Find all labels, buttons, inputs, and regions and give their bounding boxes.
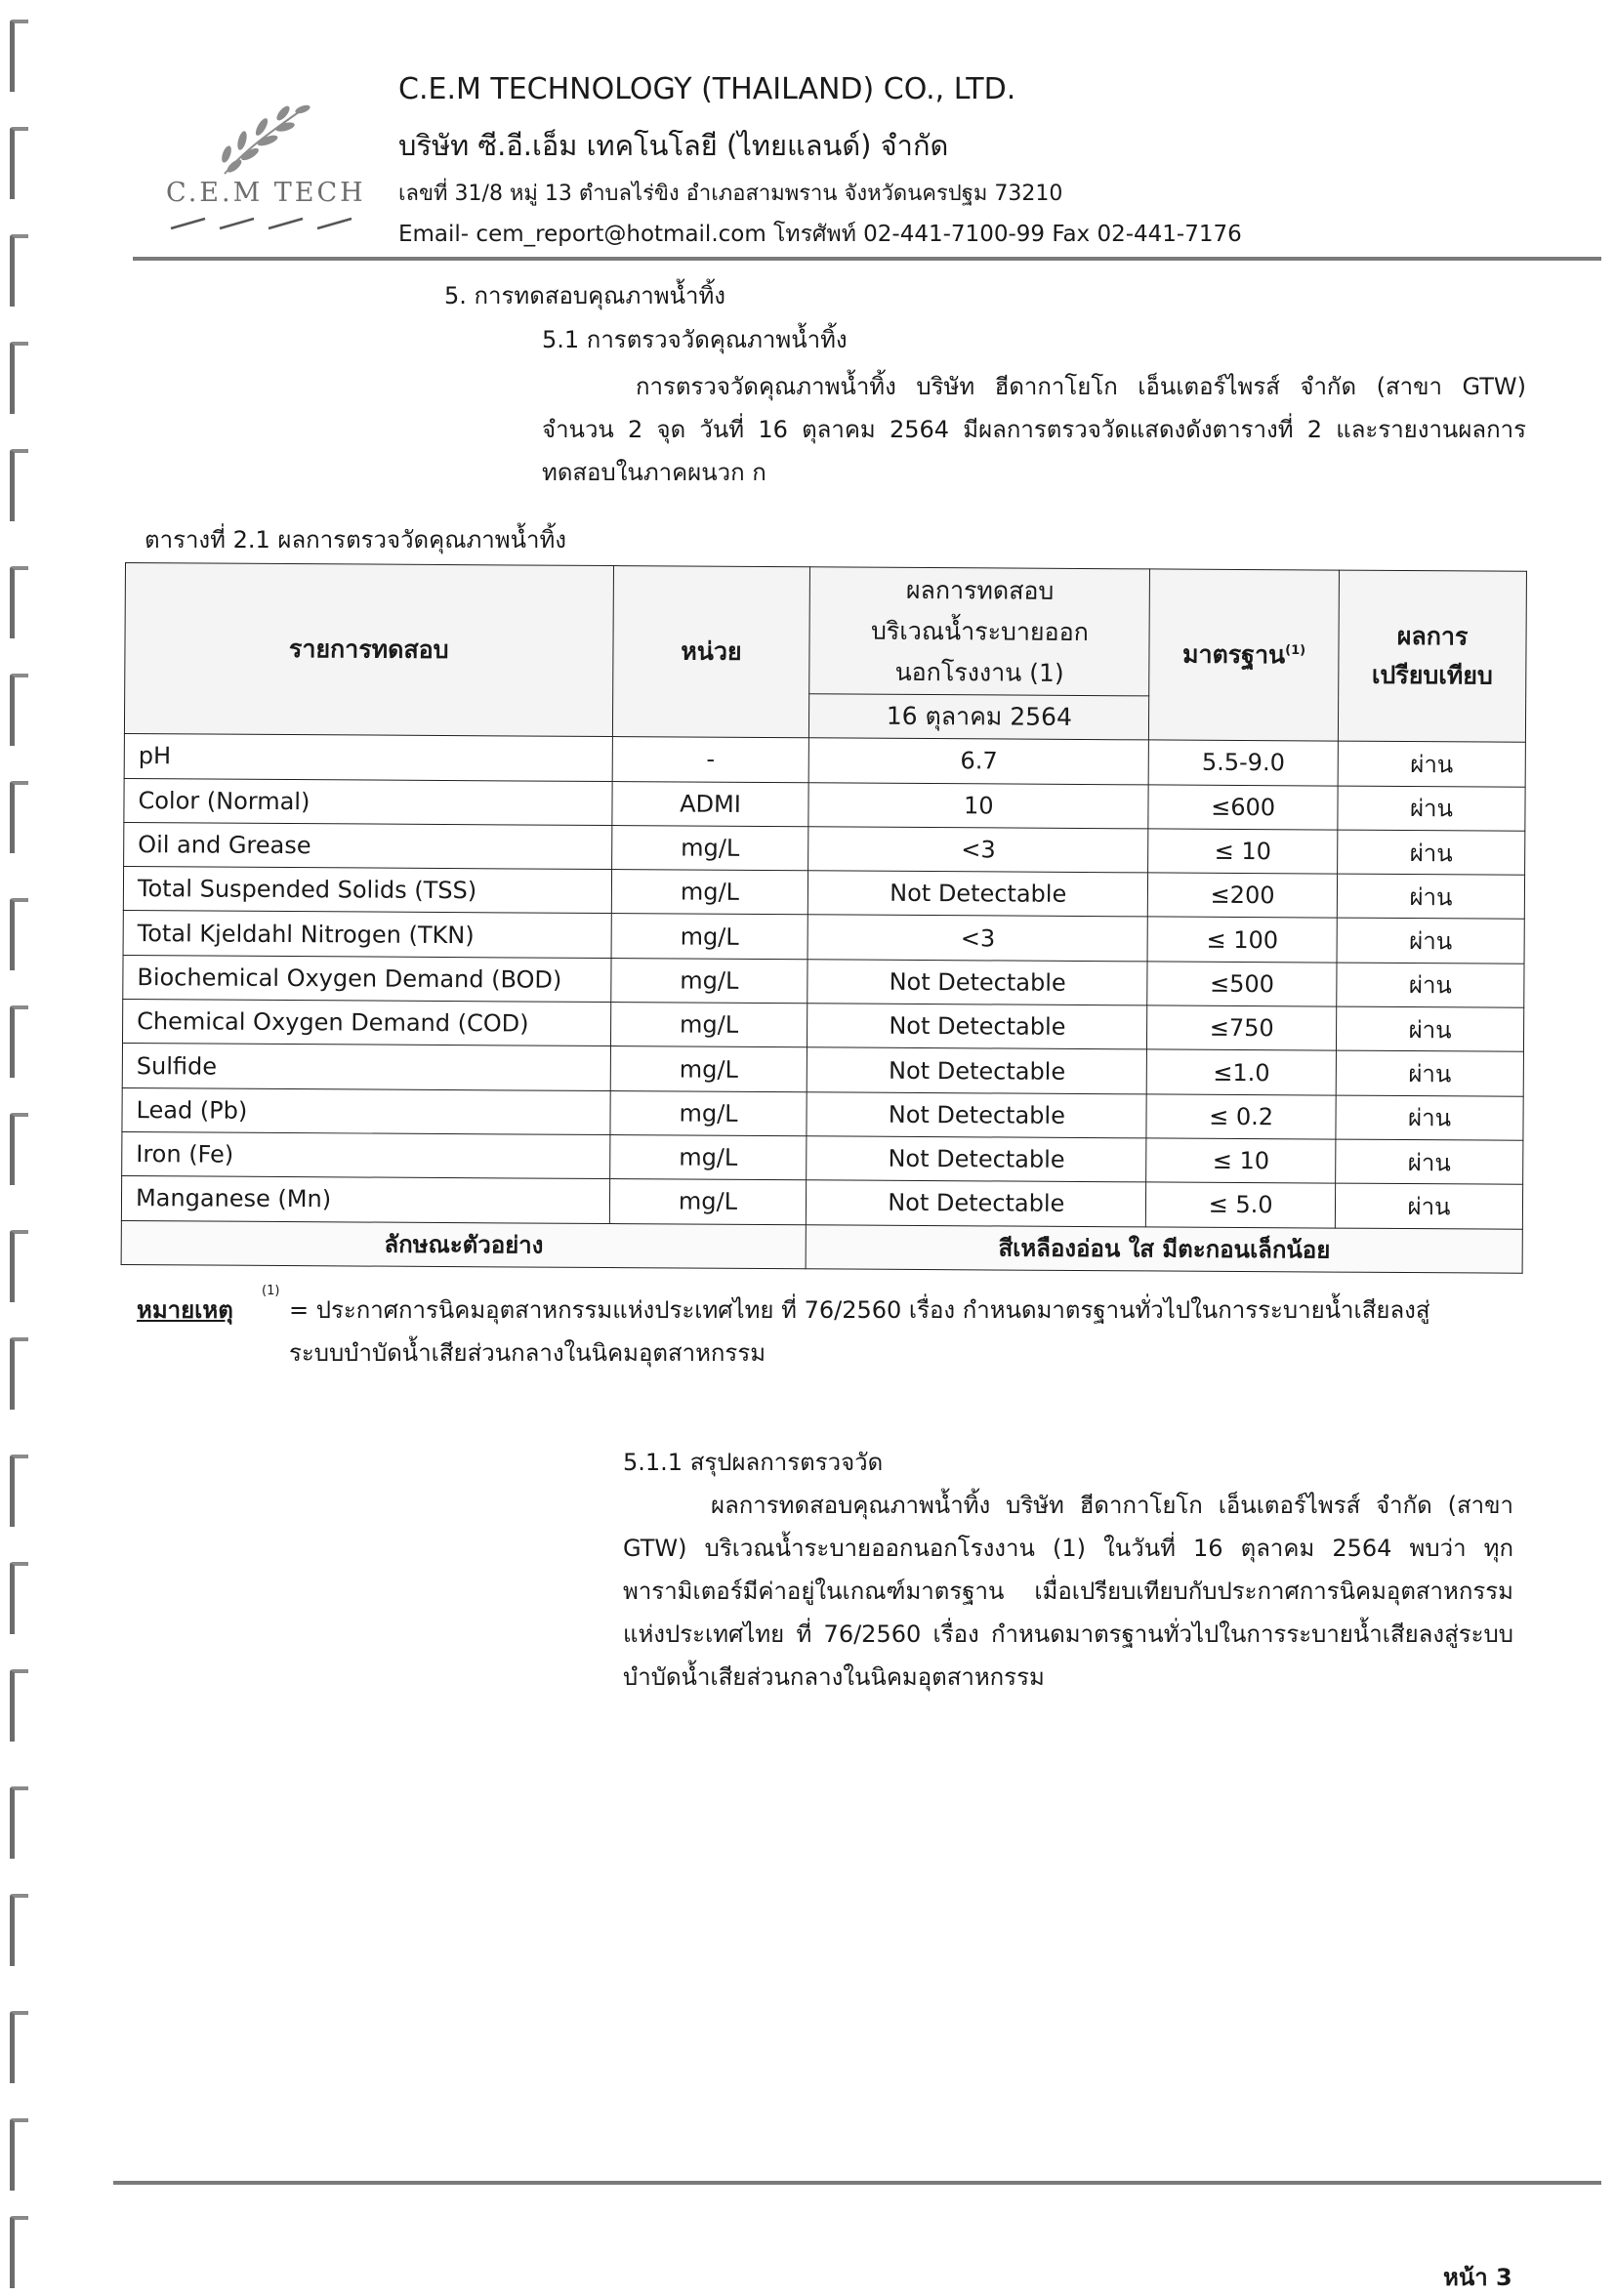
cell-unit: mg/L bbox=[611, 914, 808, 960]
section-heading-5: 5. การทดสอบคุณภาพน้ำทิ้ง bbox=[444, 282, 725, 309]
section-5-1-1-paragraph: ผลการทดสอบคุณภาพน้ำทิ้ง บริษัท ฮีดากาโยโก เอ็นเตอร์ไพรส์ จำกัด (สาขา GTW) บริเวณน้ำระบายออกนอกโรงงาน (1) ในวันที่ 16 ตุลาคม 2564 พบว่า ทุกพารามิเตอร์มีค่าอยู่ในเกณฑ์มาตรฐาน เมื่อเปรียบเทียบกับประกาศการนิคมอุตสาหกรรมแห่งประเทศไทย ที่ 76/2560 เรื่อง กำหนดมาตรฐานทั่วไปในการระบายน้ำเสียลงสู่ระบบบำบัดน้ำเสียส่วนกลางในนิคมอุตสาหกรรม bbox=[623, 1492, 1513, 1691]
binder-ring bbox=[10, 566, 28, 638]
binder-ring bbox=[10, 674, 28, 746]
binder-edge bbox=[0, 0, 39, 2284]
cell-standard: ≤500 bbox=[1147, 962, 1337, 1006]
company-address: เลขที่ 31/8 หมู่ 13 ตำบลไร่ขิง อำเภอสามพราน จังหวัดนครปฐม 73210 bbox=[398, 182, 1063, 206]
cell-item: Color (Normal) bbox=[124, 778, 612, 825]
cell-item: Oil and Grease bbox=[124, 822, 612, 869]
header-compare-line2: เปรียบเทียบ bbox=[1371, 660, 1493, 690]
cell-unit: mg/L bbox=[609, 1135, 807, 1181]
cell-compare: ผ่าน bbox=[1336, 1139, 1523, 1184]
cell-standard: ≤200 bbox=[1147, 873, 1337, 918]
page-number: หน้า 3 bbox=[1443, 2264, 1512, 2291]
header-result-line3: นอกโรงงาน (1) bbox=[894, 657, 1064, 687]
binder-ring bbox=[10, 342, 28, 414]
cell-item: Biochemical Oxygen Demand (BOD) bbox=[123, 955, 611, 1002]
cell-result: Not Detectable bbox=[807, 1091, 1146, 1137]
sample-value: สีเหลืองอ่อน ใส มีตะกอนเล็กน้อย bbox=[807, 1224, 1523, 1273]
cell-item: Iron (Fe) bbox=[122, 1131, 610, 1178]
cell-compare: ผ่าน bbox=[1338, 830, 1525, 875]
sample-label: ลักษณะตัวอย่าง bbox=[121, 1220, 807, 1269]
company-name-th: บริษัท ซี.อี.เอ็ม เทคโนโลยี (ไทยแลนด์) จำกัด bbox=[398, 129, 949, 162]
note-superscript: (1) bbox=[262, 1284, 280, 1298]
header-compare bbox=[1338, 570, 1526, 742]
header-compare-line1: ผลการ bbox=[1396, 622, 1469, 651]
cell-standard: ≤ 100 bbox=[1147, 917, 1337, 962]
cell-unit: mg/L bbox=[609, 1179, 807, 1225]
cell-standard: 5.5-9.0 bbox=[1148, 740, 1338, 785]
header-result-line2: บริเวณน้ำระบายออก bbox=[870, 616, 1089, 646]
cell-result: Not Detectable bbox=[808, 960, 1147, 1005]
section-5-1-paragraph: การตรวจวัดคุณภาพน้ำทิ้ง บริษัท ฮีดากาโยโก เอ็นเตอร์ไพรส์ จำกัด (สาขา GTW) จำนวน 2 จุด วันที่ 16 ตุลาคม 2564 มีผลการตรวจวัดแสดงดังตารางที่ 2 และรายงานผลการทดสอบในภาคผนวก ก bbox=[542, 373, 1526, 486]
binder-ring bbox=[10, 1005, 28, 1078]
binder-ring bbox=[10, 1337, 28, 1410]
header-divider bbox=[133, 257, 1601, 261]
header-standard bbox=[1149, 569, 1340, 741]
cell-item: Chemical Oxygen Demand (COD) bbox=[122, 1000, 610, 1046]
note-label: หมายเหตุ bbox=[137, 1296, 233, 1324]
header-standard-sup: (1) bbox=[1285, 643, 1306, 659]
cell-result: Not Detectable bbox=[808, 1047, 1147, 1093]
company-name-en: C.E.M TECHNOLOGY (THAILAND) CO., LTD. bbox=[398, 72, 1016, 106]
binder-ring bbox=[10, 1455, 28, 1527]
cell-standard: ≤ 10 bbox=[1146, 1138, 1336, 1183]
header-result bbox=[809, 567, 1150, 696]
cell-unit: mg/L bbox=[611, 870, 808, 916]
section-heading-5-1-1: 5.1.1 สรุปผลการตรวจวัด bbox=[623, 1449, 884, 1476]
logo-swoosh-icon bbox=[166, 207, 371, 236]
binder-ring bbox=[10, 898, 28, 970]
binder-ring bbox=[10, 1669, 28, 1742]
header-result-line1: ผลการทดสอบ bbox=[905, 575, 1055, 605]
header-date: 16 ตุลาคม 2564 bbox=[809, 694, 1149, 740]
cell-unit: mg/L bbox=[610, 958, 808, 1004]
note-text: = ประกาศการนิคมอุตสาหกรรมแห่งประเทศไทย ที่ 76/2560 เรื่อง กำหนดมาตรฐานทั่วไปในการระบายน้ำเสียลงสู่ระบบบำบัดน้ำเสียส่วนกลางในนิคมอุตสาหกรรม bbox=[289, 1296, 1430, 1367]
binder-ring bbox=[10, 781, 28, 853]
cell-item: Lead (Pb) bbox=[122, 1087, 610, 1134]
cell-standard: ≤750 bbox=[1147, 1005, 1337, 1050]
binder-ring bbox=[10, 1562, 28, 1634]
cell-compare: ผ่าน bbox=[1338, 741, 1525, 786]
cell-item: Sulfide bbox=[122, 1044, 610, 1090]
cell-compare: ผ่าน bbox=[1337, 1006, 1524, 1051]
cell-unit: ADMI bbox=[611, 781, 808, 827]
cell-result: Not Detectable bbox=[807, 1180, 1146, 1226]
cell-result: 6.7 bbox=[809, 738, 1149, 784]
section-heading-5-1: 5.1 การตรวจวัดคุณภาพน้ำทิ้ง bbox=[542, 326, 848, 353]
binder-ring bbox=[10, 127, 28, 199]
cell-unit: mg/L bbox=[611, 825, 808, 871]
cell-result: <3 bbox=[808, 915, 1147, 961]
cell-compare: ผ่าน bbox=[1336, 1095, 1523, 1140]
cell-unit: mg/L bbox=[610, 1090, 808, 1136]
cell-result: Not Detectable bbox=[808, 1004, 1147, 1049]
cell-compare: ผ่าน bbox=[1338, 786, 1525, 831]
cell-item: pH bbox=[124, 734, 612, 781]
binder-ring bbox=[10, 2118, 28, 2191]
header-unit: หน่วย bbox=[612, 566, 810, 739]
cell-item: Total Suspended Solids (TSS) bbox=[123, 867, 611, 914]
cell-standard: ≤ 0.2 bbox=[1146, 1094, 1336, 1139]
binder-ring bbox=[10, 1230, 28, 1302]
company-contact: Email- cem_report@hotmail.com โทรศัพท์ 02-441-7100-99 Fax 02-441-7176 bbox=[398, 222, 1242, 247]
cell-compare: ผ่าน bbox=[1337, 874, 1524, 919]
header-standard-label: มาตรฐาน bbox=[1181, 639, 1286, 670]
binder-ring bbox=[10, 449, 28, 521]
cell-unit: mg/L bbox=[610, 1046, 808, 1092]
table-caption: ตารางที่ 2.1 ผลการตรวจวัดคุณภาพน้ำทิ้ง bbox=[145, 526, 566, 554]
footer-divider bbox=[113, 2181, 1601, 2185]
binder-ring bbox=[10, 1113, 28, 1185]
leaf-icon bbox=[166, 98, 371, 185]
cell-unit: mg/L bbox=[610, 1003, 808, 1048]
cell-item: Manganese (Mn) bbox=[121, 1176, 609, 1223]
binder-ring bbox=[10, 234, 28, 307]
header-item: รายการทดสอบ bbox=[124, 563, 613, 737]
binder-ring bbox=[10, 2216, 28, 2288]
results-table bbox=[121, 562, 1527, 1274]
cell-result: 10 bbox=[808, 782, 1148, 828]
cell-result: Not Detectable bbox=[807, 1136, 1146, 1182]
cell-unit: - bbox=[612, 737, 809, 783]
cell-result: <3 bbox=[808, 827, 1148, 873]
binder-ring bbox=[10, 1786, 28, 1859]
cell-result: Not Detectable bbox=[808, 871, 1148, 917]
logo-text: C.E.M TECH bbox=[166, 178, 366, 208]
cell-compare: ผ่าน bbox=[1335, 1183, 1522, 1228]
binder-ring bbox=[10, 2011, 28, 2083]
sample-row bbox=[121, 1220, 1522, 1273]
cell-compare: ผ่าน bbox=[1337, 919, 1524, 964]
binder-ring bbox=[10, 20, 28, 92]
cell-compare: ผ่าน bbox=[1337, 963, 1524, 1007]
cell-standard: ≤ 5.0 bbox=[1146, 1182, 1336, 1227]
company-logo bbox=[166, 98, 371, 234]
cell-standard: ≤600 bbox=[1148, 785, 1338, 830]
cell-compare: ผ่าน bbox=[1336, 1050, 1523, 1095]
cell-item: Total Kjeldahl Nitrogen (TKN) bbox=[123, 911, 611, 958]
binder-ring bbox=[10, 1894, 28, 1966]
cell-standard: ≤ 10 bbox=[1148, 829, 1338, 874]
cell-standard: ≤1.0 bbox=[1146, 1049, 1336, 1094]
